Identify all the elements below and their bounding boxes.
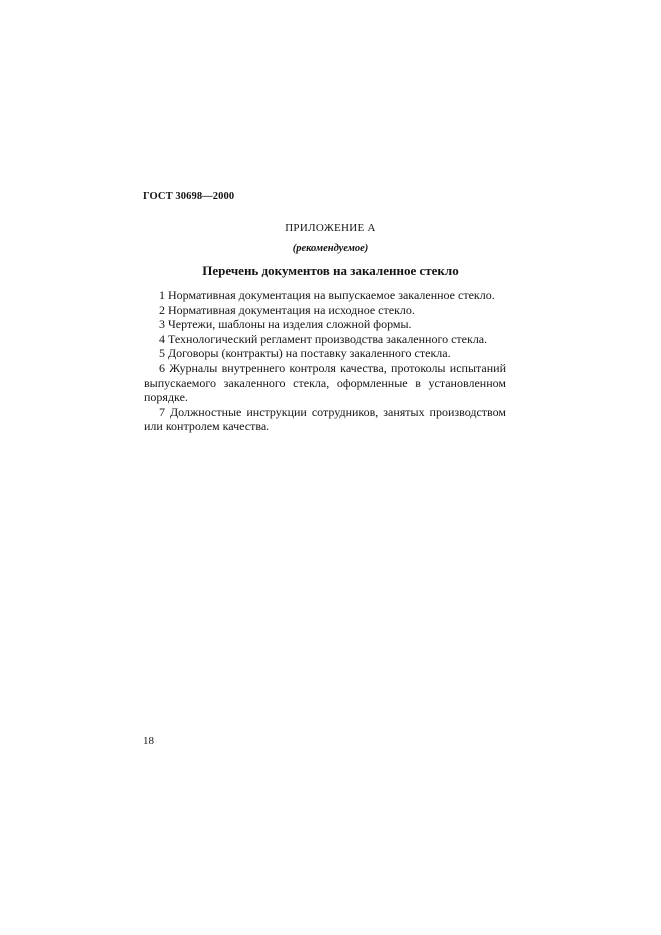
list-item: 3 Чертежи, шаблоны на изделия сложной формы.: [159, 317, 412, 332]
document-list: [144, 288, 506, 434]
list-item: 1 Нормативная документация на выпускаемое закаленное стекло.: [159, 288, 495, 302]
section-heading: Перечень документов на закаленное стекло: [202, 263, 459, 278]
list-item: 7 Должностные инструкции сотрудников, занятых производством или контролем качества.: [144, 404, 506, 434]
page-number: 18: [143, 735, 154, 747]
document-code: ГОСТ 30698—2000: [143, 191, 235, 202]
appendix-title: ПРИЛОЖЕНИЕ А: [285, 222, 376, 234]
list-item: 5 Договоры (контракты) на поставку закаленного стекла.: [159, 346, 451, 361]
appendix-status: (рекомендуемое): [292, 243, 369, 254]
list-item: 6 Журналы внутреннего контроля качества, протоколы испытаний выпускаемого закаленного стекла, оформленные в установленном порядке.: [144, 360, 506, 405]
list-item: 2 Нормативная документация на исходное стекло.: [159, 302, 415, 317]
list-item: 4 Технологический регламент производства закаленного стекла.: [159, 331, 488, 346]
